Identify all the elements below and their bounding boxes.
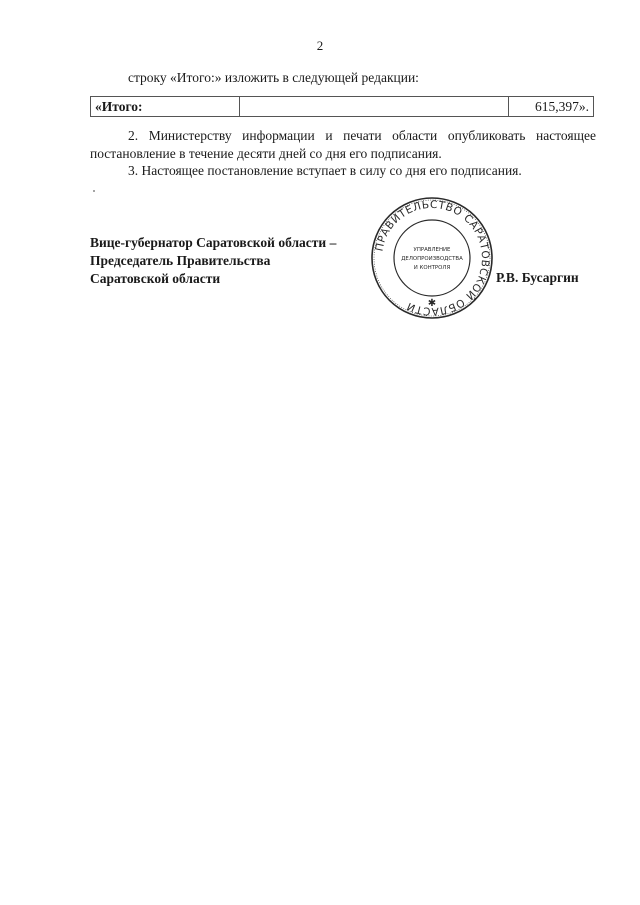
- seal-inner-line-1: УПРАВЛЕНИЕ: [413, 247, 451, 253]
- total-middle-cell: [240, 97, 509, 117]
- signer-title-line-3: Саратовской области: [90, 271, 221, 286]
- seal-star-icon: ✱: [427, 298, 437, 309]
- total-label-cell: «Итого:: [91, 97, 240, 117]
- seal-inner-line-3: И КОНТРОЛЯ: [413, 265, 451, 271]
- signer-block: [90, 234, 336, 288]
- page-number: 2: [316, 38, 324, 53]
- seal-inner-line-2: ДЕЛОПРОИЗВОДСТВА: [401, 256, 463, 262]
- paragraph-2: 2. Министерству информации и печати области опубликовать настоящее постановление в течение десяти дней со дня его подписания.: [90, 128, 596, 161]
- signer-name: Р.В. Бусаргин: [496, 270, 579, 285]
- official-seal: [370, 196, 494, 320]
- seal-outer-text: ПРАВИТЕЛЬСТВО САРАТОВСКОЙ ОБЛАСТИ: [373, 198, 492, 318]
- total-value-cell: 615,397».: [509, 97, 594, 117]
- table-row: [91, 97, 594, 117]
- paragraph-3: 3. Настоящее постановление вступает в силу со дня его подписания.: [128, 163, 522, 178]
- signer-title-line-2: Председатель Правительства: [90, 253, 271, 268]
- total-row-table: [90, 96, 594, 117]
- signer-title-line-1: Вице-губернатор Саратовской области –: [90, 235, 337, 250]
- stray-mark: [93, 190, 95, 192]
- intro-line: строку «Итого:» изложить в следующей редакции:: [128, 70, 419, 85]
